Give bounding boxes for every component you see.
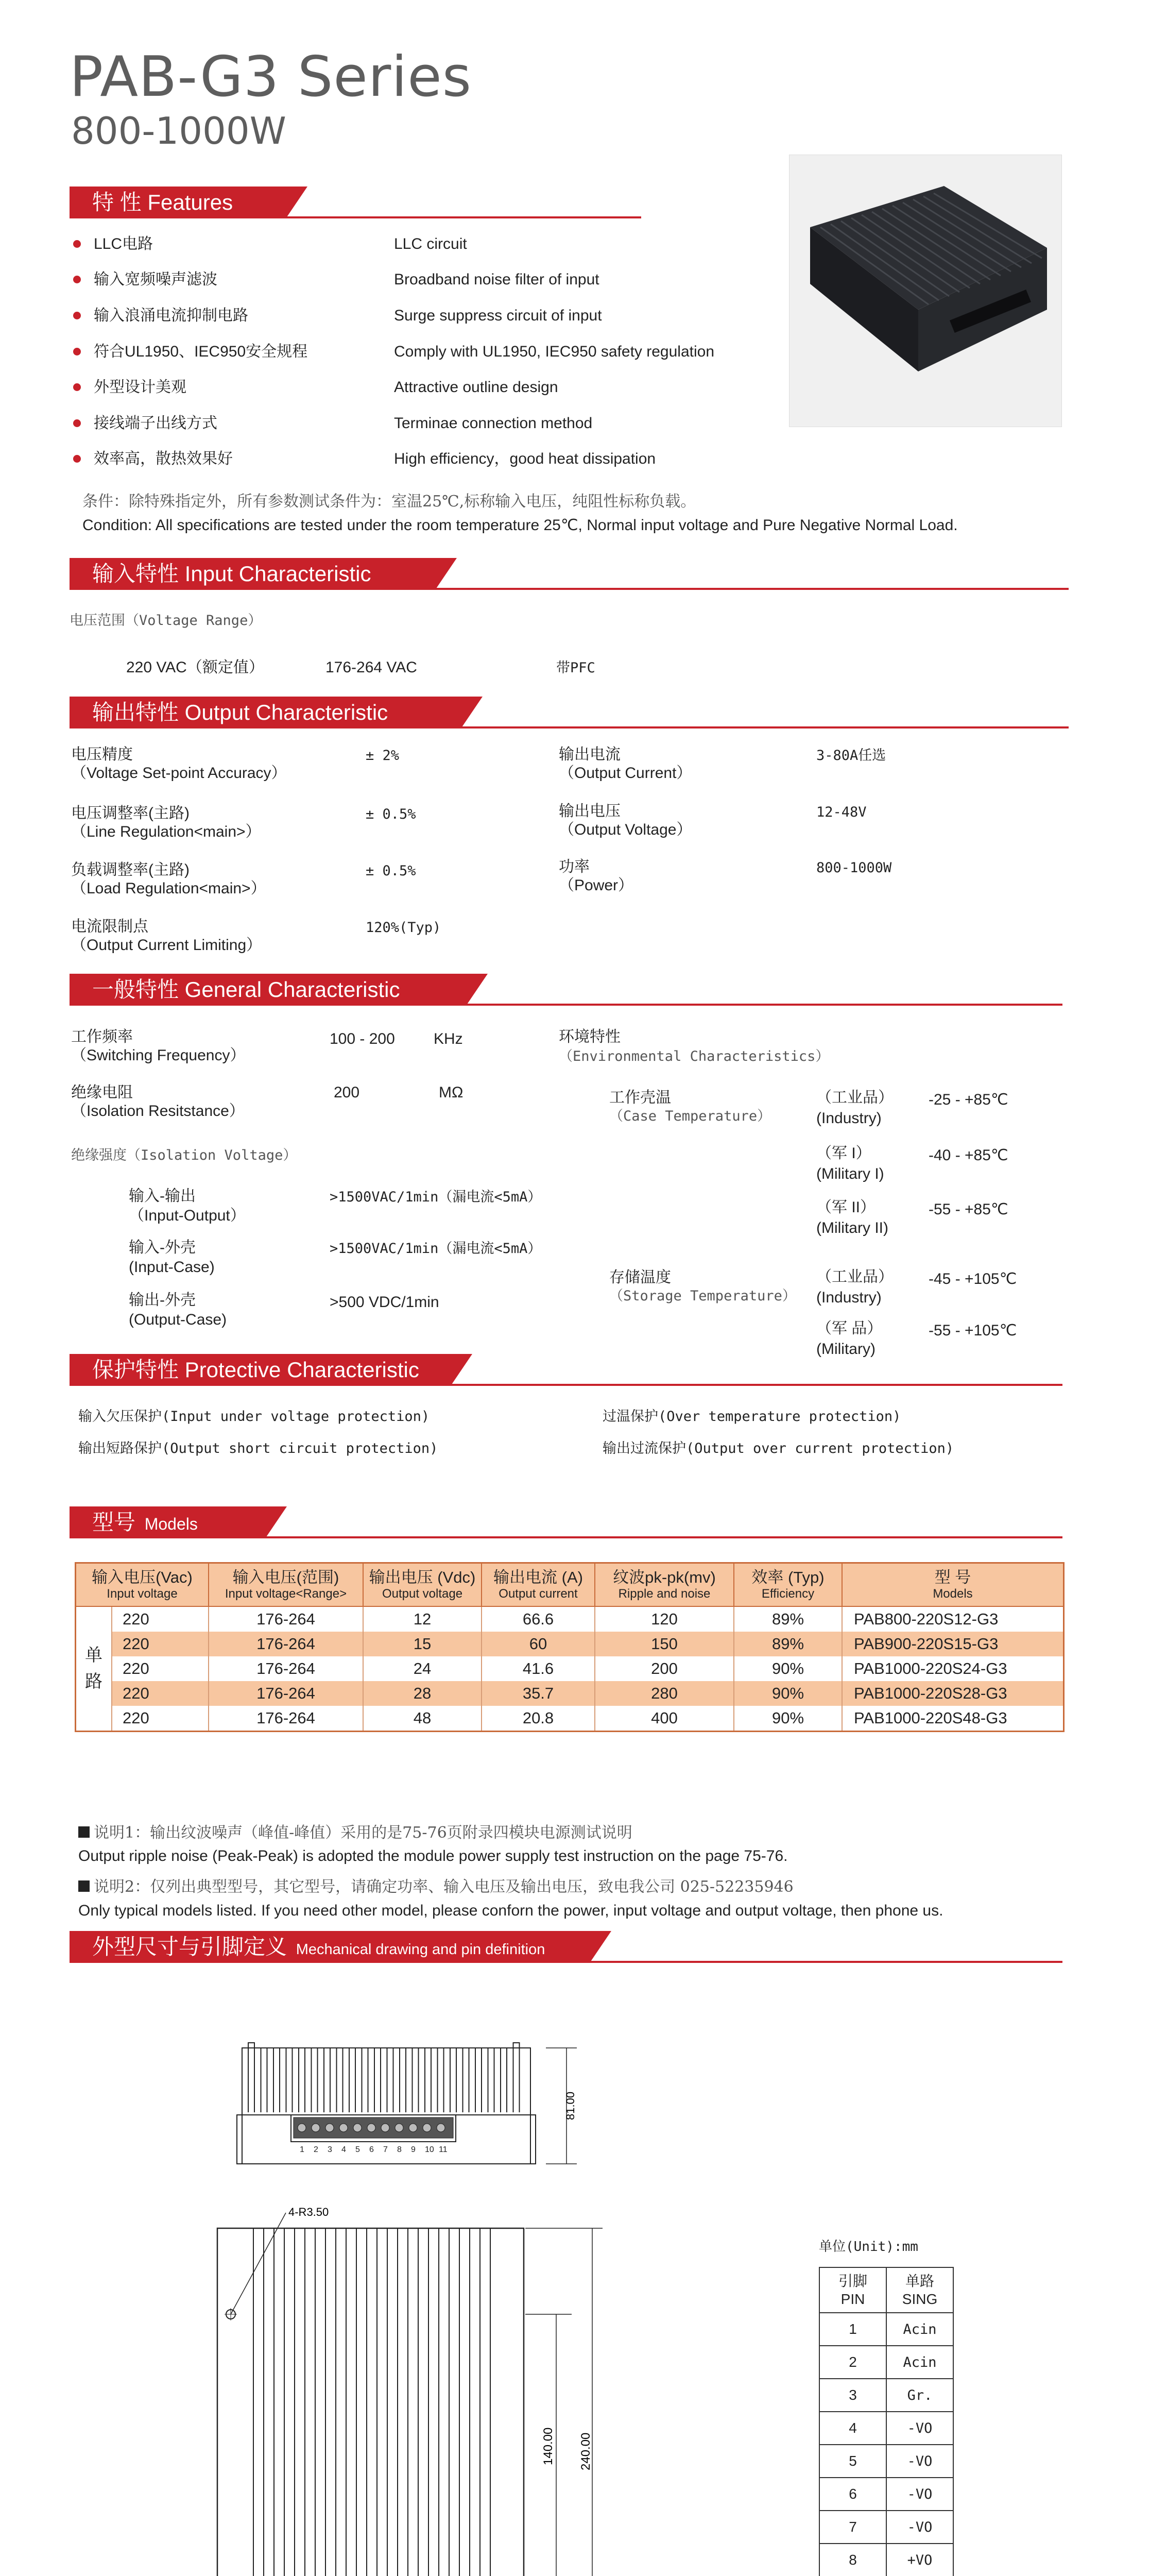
pin-number: 4: [819, 2412, 886, 2445]
table-cell: PAB1000-220S28-G3: [842, 1681, 1064, 1706]
temp-grade-en: (Military): [816, 1341, 876, 1358]
table-cell: 28: [363, 1681, 482, 1706]
feature-en: Comply with UL1950, IEC950 safety regulation: [394, 343, 715, 360]
models-title-en: Models: [144, 1515, 198, 1533]
table-cell: PAB800-220S12-G3: [842, 1606, 1064, 1632]
isolation-cn: 输入-外壳: [129, 1239, 196, 1256]
input-title: 输入特性 Input Characteristic: [70, 558, 435, 590]
models-header-cell: [595, 1563, 734, 1606]
pin-number: 6: [819, 2478, 886, 2511]
temp-value: -55 - +105℃: [929, 1322, 1017, 1339]
mechanical-section-bar: [70, 1931, 1062, 1963]
pin-number-label: 1: [300, 2145, 304, 2154]
note1-bullet-icon: [78, 1826, 90, 1838]
table-cell: 176-264: [209, 1681, 363, 1706]
feature-cn: 外型设计美观: [94, 379, 186, 396]
pin-function: -VO: [886, 2445, 953, 2478]
table-cell: 220: [112, 1706, 209, 1732]
table-cell: 400: [595, 1706, 734, 1732]
pin-function: Gr.: [886, 2379, 953, 2412]
output-spec-en: （Output Current）: [559, 765, 692, 782]
pin-header-en: PIN: [840, 2291, 865, 2307]
freq-unit: KHz: [434, 1030, 463, 1047]
pin-row: [819, 2346, 953, 2379]
models-table: [75, 1562, 1065, 1732]
freq-cn: 工作频率: [71, 1028, 133, 1045]
table-cell: 176-264: [209, 1606, 363, 1632]
pin-function: -VO: [886, 2478, 953, 2511]
input-range: 176-264 VAC: [325, 659, 417, 676]
features-section-bar: [70, 187, 641, 218]
pin-row: [819, 2544, 953, 2576]
voltage-range-label: 电压范围（Voltage Range）: [70, 613, 262, 629]
temp-grade-en: (Military II): [816, 1219, 888, 1236]
bullet-icon: [73, 240, 81, 248]
isolation-en: (Input-Case): [129, 1259, 215, 1276]
input-pfc: 带PFC: [556, 660, 595, 676]
output-spec-en: （Output Current Limiting）: [71, 937, 262, 954]
output-spec-cn: 电压精度: [71, 746, 133, 763]
output-spec-cn: 输出电流: [559, 746, 621, 763]
header-en: Efficiency: [761, 1587, 815, 1601]
input-nominal: 220 VAC（额定值）: [126, 659, 264, 676]
protect-under-voltage: 输入欠压保护(Input under voltage protection): [78, 1409, 430, 1425]
table-cell: 220: [112, 1632, 209, 1656]
bullet-icon: [73, 312, 81, 319]
header-en: Input voltage<Range>: [225, 1587, 347, 1601]
note2-cn: 说明2：仅列出典型型号，其它型号，请确定功率、输入电压及输出电压，致电我公司 025-52235946: [94, 1878, 794, 1896]
models-header-cell: [734, 1563, 842, 1606]
temp-value: -25 - +85℃: [929, 1091, 1008, 1108]
table-row: [76, 1706, 1064, 1732]
mechanical-title-cn: 外型尺寸与引脚定义: [92, 1935, 287, 1959]
table-cell: 12: [363, 1606, 482, 1632]
bullet-icon: [73, 348, 81, 355]
note2-bullet-icon: [78, 1880, 90, 1892]
iso-r-en: （Isolation Resitstance）: [71, 1103, 245, 1120]
table-cell: 90%: [734, 1681, 842, 1706]
env-en: （Environmental Characteristics）: [559, 1048, 830, 1064]
header-cn: 输入电压(Vac): [92, 1568, 193, 1586]
general-section-bar: [70, 974, 1062, 1006]
feature-en: Broadband noise filter of input: [394, 271, 599, 288]
output-spec-cn: 输出电压: [559, 803, 621, 820]
table-cell: PAB1000-220S48-G3: [842, 1706, 1064, 1732]
top-view-drawing: [196, 2197, 659, 2576]
output-spec-cn: 电压调整率(主路): [71, 805, 190, 822]
pin-number: 8: [819, 2544, 886, 2576]
feature-en: High efficiency，good heat dissipation: [394, 450, 656, 467]
output-spec-value: 120%(Typ): [366, 920, 441, 936]
output-spec-cn: 负载调整率(主路): [71, 861, 190, 878]
iso-r-unit: MΩ: [439, 1084, 464, 1101]
sing-header-en: SING: [902, 2291, 938, 2307]
models-title-cn: 型号: [92, 1510, 136, 1534]
temp-value: -40 - +85℃: [929, 1147, 1008, 1164]
output-spec-en: （Output Voltage）: [559, 821, 692, 838]
feature-cn: 效率高，散热效果好: [94, 450, 233, 467]
isolation-en: （Input-Output）: [129, 1207, 246, 1224]
isolation-cn: 输入-输出: [129, 1188, 196, 1205]
table-cell: 176-264: [209, 1656, 363, 1681]
output-spec-value: ± 0.5%: [366, 863, 416, 879]
table-cell: 150: [595, 1632, 734, 1656]
feature-en: Terminae connection method: [394, 415, 593, 432]
isolation-value: >1500VAC/1min（漏电流<5mA）: [330, 1241, 542, 1257]
temp-grade-en: (Industry): [816, 1289, 882, 1306]
output-spec-value: 12-48V: [816, 804, 867, 820]
output-spec-en: （Voltage Set-point Accuracy）: [71, 765, 287, 782]
output-spec-en: （Line Regulation<main>）: [71, 823, 261, 840]
pin-number-label: 5: [355, 2145, 360, 2154]
table-cell: 220: [112, 1656, 209, 1681]
bullet-icon: [73, 276, 81, 283]
temp-grade-en: (Industry): [816, 1110, 882, 1127]
pin-function: Acin: [886, 2313, 953, 2346]
table-cell: 90%: [734, 1656, 842, 1681]
header-en: Output current: [499, 1587, 578, 1601]
power-range: 800-1000W: [71, 109, 286, 152]
features-title: 特 性 Features: [70, 187, 286, 218]
pin-number-label: 3: [328, 2145, 332, 2154]
output-spec-en: （Load Regulation<main>）: [71, 880, 266, 897]
pin-row: [819, 2313, 953, 2346]
table-cell: 20.8: [482, 1706, 595, 1732]
feature-en: LLC circuit: [394, 235, 467, 252]
protect-over-current: 输出过流保护(Output over current protection): [603, 1440, 954, 1456]
env-cn: 环境特性: [559, 1028, 621, 1045]
output-title: 输出特性 Output Characteristic: [70, 697, 461, 728]
pin-number-label: 8: [397, 2145, 402, 2154]
header-cn: 输出电流 (A): [493, 1568, 583, 1586]
pin-definition-table: [819, 2267, 954, 2576]
pin-row: [819, 2511, 953, 2544]
output-spec-value: 3-80A任选: [816, 748, 886, 764]
pin-number-label: 9: [411, 2145, 416, 2154]
feature-cn: 输入浪涌电流抑制电路: [94, 307, 248, 324]
table-cell: 15: [363, 1632, 482, 1656]
protective-section-bar: [70, 1354, 1062, 1386]
header-cn: 输入电压(范围): [232, 1568, 339, 1586]
pin-number-label: 10: [425, 2145, 434, 2154]
terminal-screw-icon: [367, 2124, 375, 2132]
iso-r-val: 200: [334, 1084, 360, 1101]
table-row: [76, 1632, 1064, 1656]
pin-row: [819, 2379, 953, 2412]
terminal-screw-icon: [381, 2124, 389, 2132]
table-cell: 41.6: [482, 1656, 595, 1681]
feature-cn: 输入宽频噪声滤波: [94, 271, 217, 288]
temp-grade-cn: （工业品）: [816, 1268, 894, 1285]
bullet-icon: [73, 383, 81, 391]
temp-grade-cn: （工业品）: [816, 1089, 894, 1106]
table-cell: PAB900-220S15-G3: [842, 1632, 1064, 1656]
freq-val: 100 - 200: [330, 1030, 395, 1047]
pin-number-label: 6: [369, 2145, 374, 2154]
models-section-bar: [70, 1506, 1062, 1538]
feature-cn: 接线端子出线方式: [94, 415, 217, 432]
group-label-2: 路: [85, 1671, 102, 1691]
table-cell: 66.6: [482, 1606, 595, 1632]
terminal-screw-icon: [409, 2124, 417, 2132]
unit-label: 单位(Unit):mm: [819, 2239, 918, 2255]
terminal-screw-icon: [298, 2124, 306, 2132]
case-en: （Case Temperature）: [609, 1108, 771, 1124]
dim-radius: 4-R3.50: [288, 2206, 329, 2218]
pin-number: 3: [819, 2379, 886, 2412]
product-photo: [789, 155, 1062, 427]
pin-number-label: 7: [383, 2145, 388, 2154]
group-label: [76, 1606, 112, 1732]
series-title: PAB-G3 Series: [70, 45, 472, 109]
output-spec-cn: 电流限制点: [71, 918, 148, 935]
pin-row: [819, 2478, 953, 2511]
table-cell: 120: [595, 1606, 734, 1632]
header-cn: 纹波pk-pk(mv): [613, 1568, 716, 1586]
table-cell: 176-264: [209, 1706, 363, 1732]
protect-over-temp: 过温保护(Over temperature protection): [603, 1409, 901, 1425]
bullet-icon: [73, 419, 81, 427]
pin-header-cn: 引脚: [838, 2273, 867, 2289]
header-cn: 效率 (Typ): [751, 1568, 825, 1586]
header-cn: 型 号: [934, 1568, 971, 1586]
sing-header-cn: 单路: [905, 2273, 934, 2289]
isolation-en: (Output-Case): [129, 1311, 227, 1328]
terminal-screw-icon: [312, 2124, 320, 2132]
dim-240: 240.00: [579, 2432, 593, 2470]
note2-en: Only typical models listed. If you need other model, please conforn the power, input voltage and output voltage, then phone us.: [78, 1902, 943, 1919]
header-en: Output voltage: [382, 1587, 463, 1601]
temp-grade-cn: （军 品）: [816, 1320, 883, 1337]
table-cell: 220: [112, 1606, 209, 1632]
bullet-icon: [73, 455, 81, 463]
models-header-cell: [76, 1563, 209, 1606]
temp-grade-en: (Military I): [816, 1165, 884, 1182]
storage-en: （Storage Temperature）: [609, 1288, 796, 1304]
header-en: Ripple and noise: [618, 1587, 711, 1601]
pin-function: +VO: [886, 2544, 953, 2576]
pin-number: 1: [819, 2313, 886, 2346]
input-section-bar: [70, 558, 997, 590]
table-cell: 220: [112, 1681, 209, 1706]
condition-cn: 条件：除特殊指定外，所有参数测试条件为：室温25℃,标称输入电压，纯阻性标称负载。: [82, 493, 696, 511]
output-spec-value: ± 2%: [366, 748, 400, 764]
isolation-value: >500 VDC/1min: [330, 1294, 439, 1311]
freq-en: （Switching Frequency）: [71, 1047, 246, 1064]
terminal-screw-icon: [339, 2124, 348, 2132]
pin-row: [819, 2412, 953, 2445]
table-cell: 89%: [734, 1632, 842, 1656]
header-en: Input voltage: [107, 1587, 178, 1601]
pin-function: -VO: [886, 2511, 953, 2544]
pin-number: 2: [819, 2346, 886, 2379]
mechanical-title-en: Mechanical drawing and pin definition: [296, 1941, 545, 1958]
table-row: [76, 1656, 1064, 1681]
pin-number-label: 2: [314, 2145, 318, 2154]
temp-value: -45 - +105℃: [929, 1270, 1017, 1287]
output-spec-cn: 功率: [559, 858, 590, 875]
condition-en: Condition: All specifications are tested under the room temperature 25℃, Normal input voltage and Pure Negative Normal Load.: [82, 517, 958, 534]
dim-height: 81.00: [564, 2091, 577, 2120]
terminal-screw-icon: [437, 2124, 445, 2132]
note1-cn: 说明1：输出纹波噪声（峰值-峰值）采用的是75-76页附录四模块电源测试说明: [94, 1824, 632, 1842]
models-header-cell: [209, 1563, 363, 1606]
temp-value: -55 - +85℃: [929, 1201, 1008, 1218]
pin-number: 5: [819, 2445, 886, 2478]
table-row: [76, 1681, 1064, 1706]
table-cell: 35.7: [482, 1681, 595, 1706]
terminal-screw-icon: [353, 2124, 362, 2132]
case-cn: 工作壳温: [609, 1089, 671, 1106]
output-spec-value: 800-1000W: [816, 860, 892, 876]
table-cell: PAB1000-220S24-G3: [842, 1656, 1064, 1681]
protect-short-circuit: 输出短路保护(Output short circuit protection): [78, 1440, 438, 1456]
feature-cn: 符合UL1950、IEC950安全规程: [94, 343, 308, 360]
table-cell: 200: [595, 1656, 734, 1681]
general-title: 一般特性 General Characteristic: [70, 974, 466, 1006]
pin-function: Acin: [886, 2346, 953, 2379]
table-cell: 89%: [734, 1606, 842, 1632]
feature-en: Attractive outline design: [394, 379, 558, 396]
isolation-value: >1500VAC/1min（漏电流<5mA）: [330, 1189, 542, 1205]
table-cell: 176-264: [209, 1632, 363, 1656]
note1-en: Output ripple noise (Peak-Peak) is adopted the module power supply test instruction on the page 75-76.: [78, 1848, 788, 1865]
header-cn: 输出电压 (Vdc): [369, 1568, 476, 1586]
temp-grade-cn: （军 II）: [816, 1199, 876, 1216]
iso-v-label: 绝缘强度（Isolation Voltage）: [71, 1147, 297, 1163]
table-cell: 24: [363, 1656, 482, 1681]
output-spec-en: （Power）: [559, 877, 634, 894]
pin-row: [819, 2445, 953, 2478]
iso-r-cn: 绝缘电阻: [71, 1084, 133, 1101]
terminal-screw-icon: [395, 2124, 403, 2132]
terminal-screw-icon: [423, 2124, 431, 2132]
table-row: [76, 1606, 1064, 1632]
output-section-bar: [70, 697, 997, 728]
side-view-drawing: [227, 2038, 597, 2192]
terminal-screw-icon: [325, 2124, 334, 2132]
pin-number: 7: [819, 2511, 886, 2544]
group-label-1: 单: [85, 1645, 102, 1665]
pin-function: -VO: [886, 2412, 953, 2445]
table-cell: 48: [363, 1706, 482, 1732]
pin-number-label: 11: [439, 2145, 448, 2154]
table-cell: 280: [595, 1681, 734, 1706]
output-spec-value: ± 0.5%: [366, 806, 416, 822]
pin-number-label: 4: [341, 2145, 346, 2154]
protective-title: 保护特性 Protective Characteristic: [70, 1354, 451, 1386]
models-header-cell: [842, 1563, 1064, 1606]
models-header-cell: [482, 1563, 595, 1606]
feature-en: Surge suppress circuit of input: [394, 307, 602, 324]
storage-cn: 存储温度: [609, 1269, 671, 1286]
dim-140: 140.00: [541, 2427, 555, 2465]
temp-grade-cn: （军 I）: [816, 1145, 871, 1162]
table-cell: 90%: [734, 1706, 842, 1732]
table-cell: 60: [482, 1632, 595, 1656]
models-header-cell: [363, 1563, 482, 1606]
feature-cn: LLC电路: [94, 235, 153, 252]
isolation-cn: 输出-外壳: [129, 1292, 196, 1309]
header-en: Models: [933, 1587, 973, 1601]
